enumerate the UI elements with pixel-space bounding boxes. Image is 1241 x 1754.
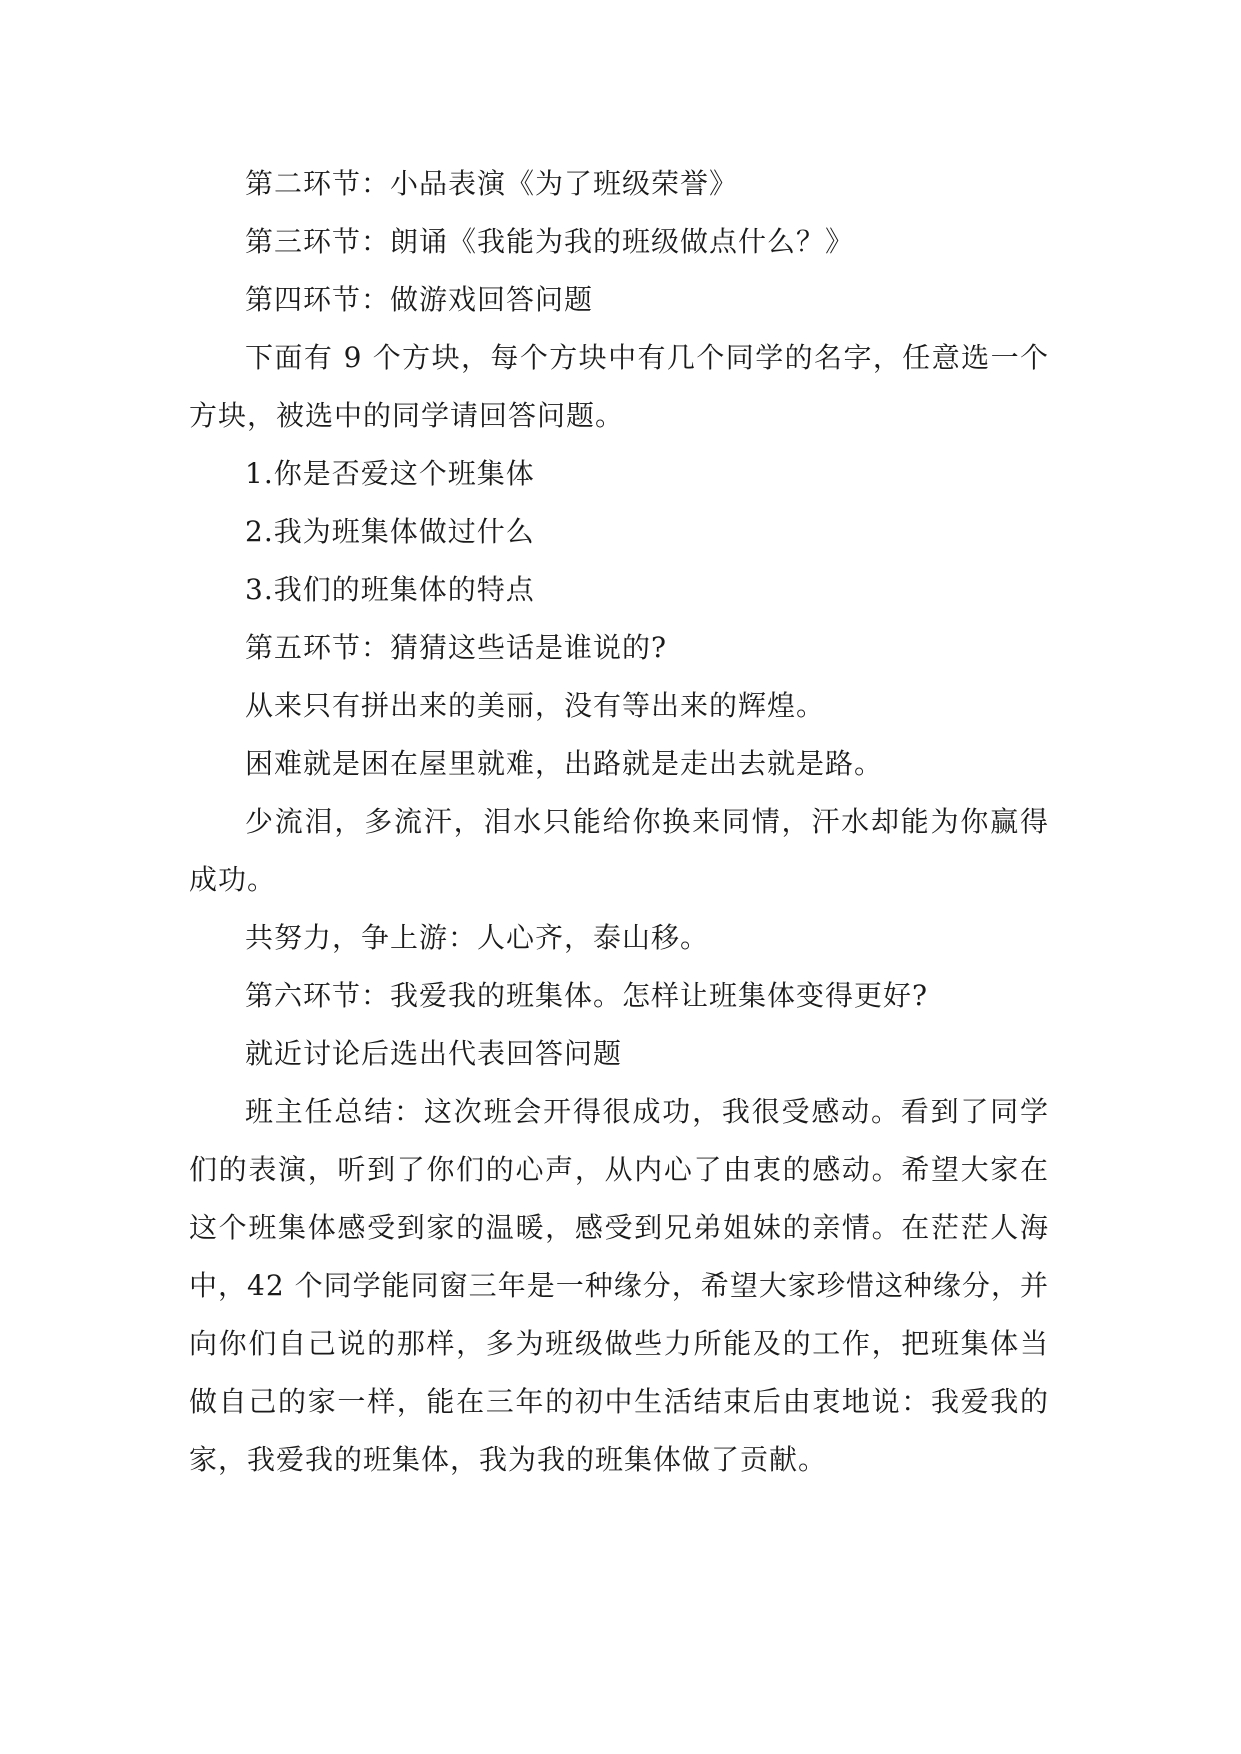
quote-1: 从来只有拼出来的美丽，没有等出来的辉煌。 bbox=[245, 689, 826, 722]
paragraph-summary: 班主任总结：这次班会开得很成功，我很受感动。看到了同学们的表演，听到了你们的心声，从内心了由衷的感动。希望大家在这个班集体感受到家的温暖，感受到兄弟姐妹的亲情。在茫茫人海中，42 个同学能同窗三年是一种缘分，希望大家珍惜这种缘分，并向你们自己说的那样，多为班级做些力所能及的工作，把班集体当做自己的家一样，能在三年的初中生活结束后由衷地说：我爱我的家，我爱我的班集体，我为我的班集体做了贡献。 bbox=[189, 1095, 1049, 1476]
document-body bbox=[189, 155, 1049, 1489]
paragraph-section-3: 第三环节：朗诵《我能为我的班级做点什么？》 bbox=[245, 225, 855, 258]
paragraph-section-6: 第六环节：我爱我的班集体。怎样让班集体变得更好? bbox=[245, 979, 929, 1012]
quote-2: 困难就是困在屋里就难，出路就是走出去就是路。 bbox=[245, 747, 884, 780]
quote-4: 共努力，争上游：人心齐，泰山移。 bbox=[245, 921, 710, 954]
question-item-1: 1.你是否爱这个班集体 bbox=[245, 457, 535, 490]
paragraph-section-5: 第五环节：猜猜这些话是谁说的? bbox=[245, 631, 668, 664]
question-item-3: 3.我们的班集体的特点 bbox=[245, 573, 535, 606]
paragraph-discussion: 就近讨论后选出代表回答问题 bbox=[245, 1037, 623, 1070]
question-item-2: 2.我为班集体做过什么 bbox=[245, 515, 535, 548]
quote-3: 少流泪，多流汗，泪水只能给你换来同情，汗水却能为你赢得成功。 bbox=[189, 805, 1049, 896]
paragraph-game-description: 下面有 9 个方块，每个方块中有几个同学的名字，任意选一个方块，被选中的同学请回答问题。 bbox=[189, 341, 1049, 432]
paragraph-section-4: 第四环节：做游戏回答问题 bbox=[245, 283, 594, 316]
paragraph-section-2: 第二环节：小品表演《为了班级荣誉》 bbox=[245, 167, 739, 200]
